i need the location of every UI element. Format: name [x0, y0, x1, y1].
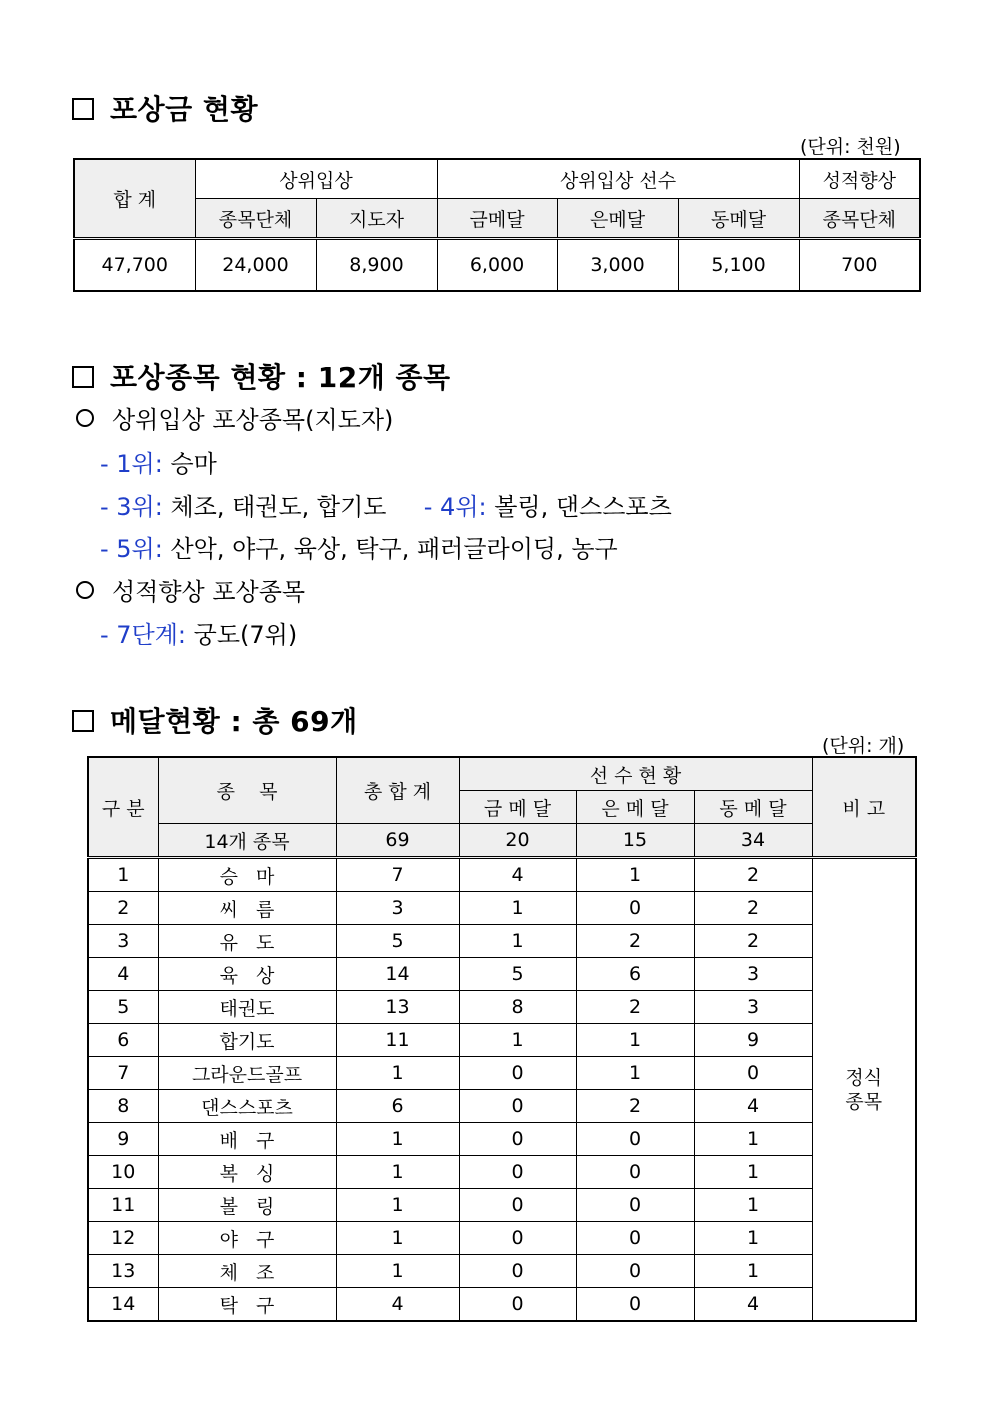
row-total-cell: 13	[336, 991, 459, 1024]
row-bronze-cell: 2	[694, 858, 812, 892]
row-bronze-cell: 0	[694, 1057, 812, 1090]
row-no-cell: 1	[88, 858, 158, 892]
row-gold-cell: 0	[459, 1123, 576, 1156]
prize-money-table	[73, 158, 921, 292]
row-event-cell: 볼 링	[158, 1189, 336, 1222]
header-group-top-rank: 상위입상	[195, 159, 437, 199]
row-silver-cell: 2	[576, 925, 694, 958]
row-no-cell: 10	[88, 1156, 158, 1189]
header-group-top-rank-players: 상위입상 선수	[437, 159, 799, 199]
section1-heading	[72, 88, 258, 128]
row-event-cell: 유 도	[158, 925, 336, 958]
circle-bullet-icon	[76, 409, 94, 427]
row-gold-cell: 0	[459, 1222, 576, 1255]
row-event-cell: 그라운드골프	[158, 1057, 336, 1090]
row-gold-cell: 8	[459, 991, 576, 1024]
rank5-label: - 5위:	[100, 535, 163, 563]
row-total-cell: 1	[336, 1255, 459, 1288]
bullet-top-rank-text: 상위입상 포상종목(지도자)	[112, 406, 394, 434]
row-bronze-cell: 1	[694, 1222, 812, 1255]
row-no-cell: 11	[88, 1189, 158, 1222]
section2-heading	[72, 356, 451, 396]
row-no-cell: 6	[88, 1024, 158, 1057]
row-silver-cell: 0	[576, 1123, 694, 1156]
row-total-cell: 1	[336, 1156, 459, 1189]
section1-title: 포상금 현황	[110, 93, 258, 126]
row-no-cell: 14	[88, 1288, 158, 1322]
row-silver-cell: 0	[576, 1288, 694, 1322]
rank1-label: - 1위:	[100, 450, 163, 478]
row-gold-cell: 0	[459, 1189, 576, 1222]
row-event-cell: 육 상	[158, 958, 336, 991]
section3-title: 메달현황 : 총 69개	[110, 705, 358, 738]
summary-bronze: 34	[694, 824, 812, 858]
stage-text: 궁도(7위)	[193, 621, 298, 649]
row-silver-cell: 2	[576, 1090, 694, 1123]
header-silver: 은 메 달	[576, 791, 694, 824]
summary-silver: 15	[576, 824, 694, 858]
row-silver-cell: 1	[576, 1057, 694, 1090]
table-row	[88, 1156, 916, 1189]
header-sub-silver: 은메달	[557, 199, 678, 239]
rank3-text: 체조, 태권도, 합기도	[170, 493, 387, 521]
row-silver-cell: 2	[576, 991, 694, 1024]
row-bronze-cell: 2	[694, 925, 812, 958]
header-sub-org-improve: 종목단체	[799, 199, 920, 239]
stage-line	[100, 615, 297, 650]
row-event-cell: 승 마	[158, 858, 336, 892]
row-event-cell: 씨 름	[158, 892, 336, 925]
row-total-cell: 1	[336, 1123, 459, 1156]
row-total-cell: 1	[336, 1222, 459, 1255]
row-silver-cell: 0	[576, 1189, 694, 1222]
header-sub-coach: 지도자	[316, 199, 437, 239]
row-no-cell: 3	[88, 925, 158, 958]
rank4-text: 볼링, 댄스스포츠	[494, 493, 672, 521]
row-bronze-cell: 3	[694, 958, 812, 991]
row-silver-cell: 6	[576, 958, 694, 991]
rank1-text: 승마	[170, 450, 217, 478]
table-row	[88, 1255, 916, 1288]
row-bronze-cell: 9	[694, 1024, 812, 1057]
row-no-cell: 4	[88, 958, 158, 991]
row-event-cell: 야 구	[158, 1222, 336, 1255]
header-event: 종 목	[158, 757, 336, 824]
row-gold-cell: 1	[459, 925, 576, 958]
checkbox-square-icon	[72, 366, 94, 388]
row-silver-cell: 0	[576, 1156, 694, 1189]
row-total-cell: 11	[336, 1024, 459, 1057]
row-silver-cell: 1	[576, 1024, 694, 1057]
bullet-improvement-text: 성적향상 포상종목	[112, 578, 306, 606]
header-sub-gold: 금메달	[437, 199, 557, 239]
row-event-cell: 탁 구	[158, 1288, 336, 1322]
table-row	[88, 1288, 916, 1322]
row-gold-cell: 0	[459, 1057, 576, 1090]
row-total-cell: 1	[336, 1057, 459, 1090]
table-row	[88, 1024, 916, 1057]
row-total-cell: 7	[336, 858, 459, 892]
note-official-event: 정식 종목	[812, 858, 916, 1322]
header-sub-org: 종목단체	[195, 199, 316, 239]
value-cell: 3,000	[557, 239, 678, 292]
checkbox-square-icon	[72, 710, 94, 732]
value-cell: 8,900	[316, 239, 437, 292]
row-no-cell: 12	[88, 1222, 158, 1255]
medal-table	[87, 756, 917, 1322]
stage-label: - 7단계:	[100, 621, 187, 649]
row-bronze-cell: 4	[694, 1288, 812, 1322]
rank4-label: - 4위:	[423, 493, 487, 521]
header-note: 비 고	[812, 757, 916, 858]
row-total-cell: 5	[336, 925, 459, 958]
row-event-cell: 복 싱	[158, 1156, 336, 1189]
header-gold: 금 메 달	[459, 791, 576, 824]
row-bronze-cell: 1	[694, 1255, 812, 1288]
header-sub-bronze: 동메달	[678, 199, 799, 239]
header-bronze: 동 메 달	[694, 791, 812, 824]
header-grand-total: 총 합 계	[336, 757, 459, 824]
row-gold-cell: 0	[459, 1255, 576, 1288]
rank3-line	[100, 487, 672, 522]
row-event-cell: 배 구	[158, 1123, 336, 1156]
row-bronze-cell: 4	[694, 1090, 812, 1123]
checkbox-square-icon	[72, 98, 94, 120]
row-event-cell: 체 조	[158, 1255, 336, 1288]
summary-total: 69	[336, 824, 459, 858]
row-event-cell: 댄스스포츠	[158, 1090, 336, 1123]
section1-unit: (단위: 천원)	[800, 136, 901, 158]
table-row	[88, 1222, 916, 1255]
row-silver-cell: 0	[576, 1255, 694, 1288]
table-row	[88, 991, 916, 1024]
summary-event: 14개 종목	[158, 824, 336, 858]
table-row	[88, 1189, 916, 1222]
rank5-line	[100, 529, 618, 564]
row-bronze-cell: 3	[694, 991, 812, 1024]
row-silver-cell: 1	[576, 858, 694, 892]
header-division: 구 분	[88, 757, 158, 858]
row-event-cell: 태권도	[158, 991, 336, 1024]
row-gold-cell: 0	[459, 1288, 576, 1322]
row-silver-cell: 0	[576, 892, 694, 925]
header-total: 합 계	[74, 159, 195, 239]
table-row	[88, 1057, 916, 1090]
row-bronze-cell: 2	[694, 892, 812, 925]
row-silver-cell: 0	[576, 1222, 694, 1255]
header-group-improvement: 성적향상	[799, 159, 920, 199]
row-no-cell: 8	[88, 1090, 158, 1123]
table-row	[88, 1123, 916, 1156]
section3-unit: (단위: 개)	[822, 735, 905, 757]
row-no-cell: 7	[88, 1057, 158, 1090]
row-total-cell: 1	[336, 1189, 459, 1222]
row-gold-cell: 1	[459, 892, 576, 925]
row-gold-cell: 0	[459, 1090, 576, 1123]
value-cell: 24,000	[195, 239, 316, 292]
row-gold-cell: 5	[459, 958, 576, 991]
table-row	[88, 925, 916, 958]
table-row	[88, 858, 916, 892]
row-no-cell: 9	[88, 1123, 158, 1156]
row-no-cell: 5	[88, 991, 158, 1024]
row-bronze-cell: 1	[694, 1189, 812, 1222]
value-cell: 6,000	[437, 239, 557, 292]
table-row	[88, 892, 916, 925]
section2-title: 포상종목 현황 : 12개 종목	[110, 361, 451, 394]
value-cell: 700	[799, 239, 920, 292]
row-total-cell: 14	[336, 958, 459, 991]
rank1-line	[100, 444, 217, 479]
row-event-cell: 합기도	[158, 1024, 336, 1057]
row-gold-cell: 4	[459, 858, 576, 892]
row-gold-cell: 0	[459, 1156, 576, 1189]
rank3-label: - 3위:	[100, 493, 163, 521]
section3-heading	[72, 700, 358, 740]
row-bronze-cell: 1	[694, 1123, 812, 1156]
bullet-improvement	[76, 572, 305, 607]
rank5-text: 산악, 야구, 육상, 탁구, 패러글라이딩, 농구	[170, 535, 618, 563]
summary-gold: 20	[459, 824, 576, 858]
row-bronze-cell: 1	[694, 1156, 812, 1189]
row-total-cell: 3	[336, 892, 459, 925]
table-row	[88, 958, 916, 991]
bullet-top-rank	[76, 400, 393, 435]
circle-bullet-icon	[76, 581, 94, 599]
row-no-cell: 2	[88, 892, 158, 925]
value-cell: 5,100	[678, 239, 799, 292]
row-total-cell: 4	[336, 1288, 459, 1322]
value-cell: 47,700	[74, 239, 195, 292]
row-no-cell: 13	[88, 1255, 158, 1288]
table-row	[88, 1090, 916, 1123]
header-player-status: 선 수 현 황	[459, 757, 812, 791]
row-total-cell: 6	[336, 1090, 459, 1123]
row-gold-cell: 1	[459, 1024, 576, 1057]
